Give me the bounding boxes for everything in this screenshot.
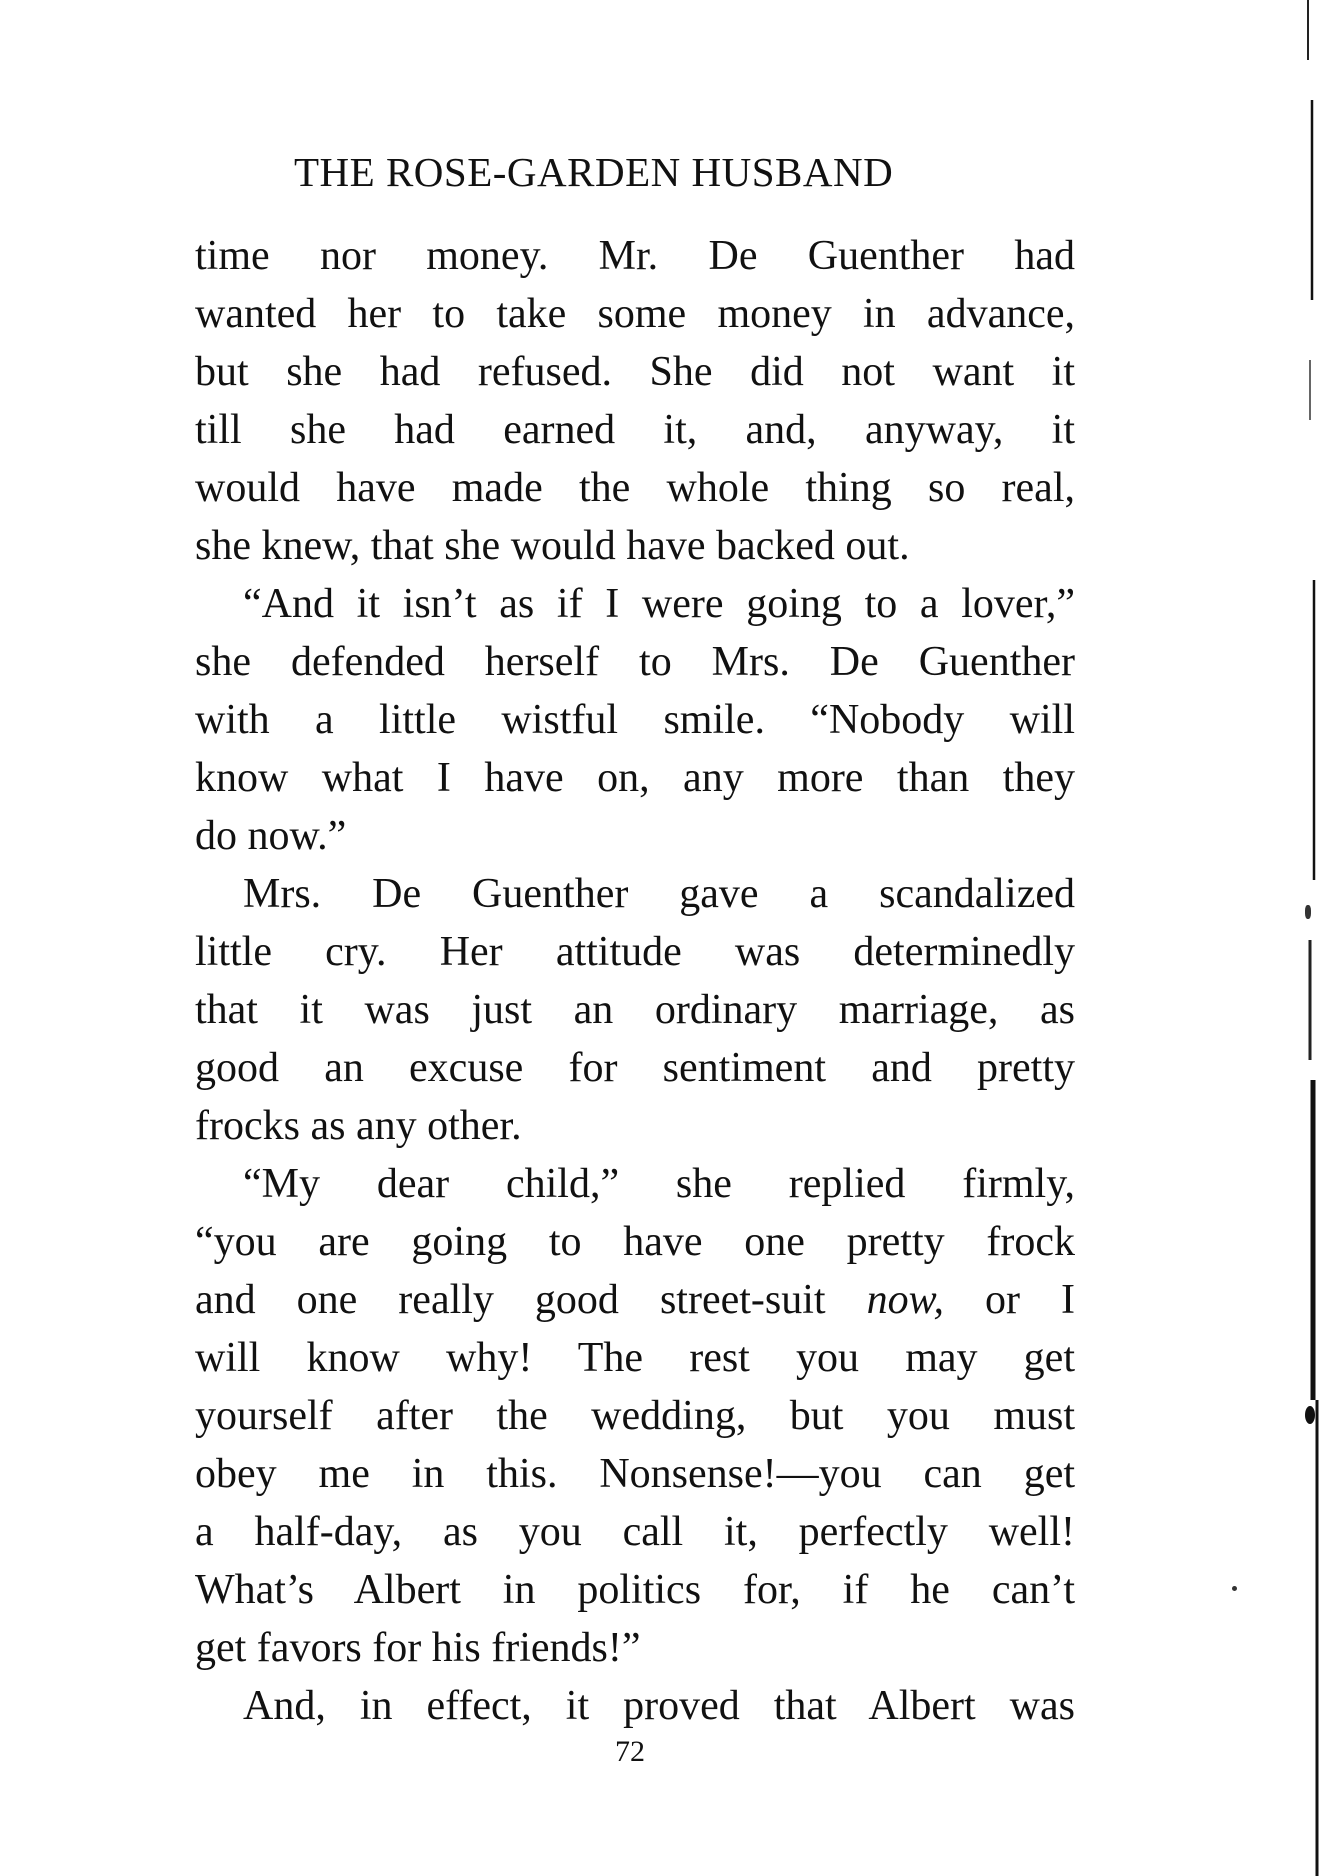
text-line: frocks as any other.: [195, 1103, 522, 1149]
text-line: Mrs. De Guenther gave a scandalized: [243, 871, 1075, 917]
text-line: a half-day, as you call it, perfectly well!: [195, 1509, 1075, 1555]
text-line: And, in effect, it proved that Albert was: [243, 1683, 1075, 1729]
scan-speck: [1305, 905, 1311, 919]
text-line: would have made the whole thing so real,: [195, 465, 1075, 511]
text-line: “And it isn’t as if I were going to a lover,”: [243, 581, 1075, 627]
text-fragment: or I: [944, 1277, 1075, 1323]
running-head: THE ROSE-GARDEN HUSBAND: [294, 149, 894, 195]
text-line: that it was just an ordinary marriage, as: [195, 987, 1075, 1033]
text-fragment: and one really good street-suit: [195, 1277, 867, 1323]
text-line: till she had earned it, and, anyway, it: [195, 407, 1075, 453]
page-number: 72: [615, 1735, 645, 1768]
text-line: but she had refused. She did not want it: [195, 349, 1075, 395]
italic-word: now,: [866, 1277, 944, 1323]
body-text: [195, 227, 1075, 1735]
scan-speck: [1232, 1586, 1237, 1591]
text-line: do now.”: [195, 813, 347, 859]
text-line: “My dear child,” she replied firmly,: [243, 1161, 1075, 1207]
text-line: “you are going to have one pretty frock: [195, 1219, 1075, 1265]
text-line: will know why! The rest you may get: [195, 1335, 1075, 1381]
text-line: little cry. Her attitude was determinedly: [195, 929, 1075, 975]
text-line: good an excuse for sentiment and pretty: [195, 1045, 1075, 1091]
text-line: she knew, that she would have backed out.: [195, 523, 910, 569]
text-line: with a little wistful smile. “Nobody will: [195, 697, 1075, 743]
text-line: What’s Albert in politics for, if he can’t: [195, 1567, 1075, 1613]
text-line: know what I have on, any more than they: [195, 755, 1075, 801]
text-line: wanted her to take some money in advance,: [195, 291, 1075, 337]
text-line: yourself after the wedding, but you must: [195, 1393, 1075, 1439]
text-line: she defended herself to Mrs. De Guenther: [195, 639, 1075, 685]
text-line: get favors for his friends!”: [195, 1625, 641, 1671]
text-line: time nor money. Mr. De Guenther had: [195, 233, 1075, 279]
binding-gutter: [1290, 0, 1321, 1876]
text-line-with-italic: [195, 1271, 1075, 1329]
text-line: obey me in this. Nonsense!—you can get: [195, 1451, 1075, 1497]
